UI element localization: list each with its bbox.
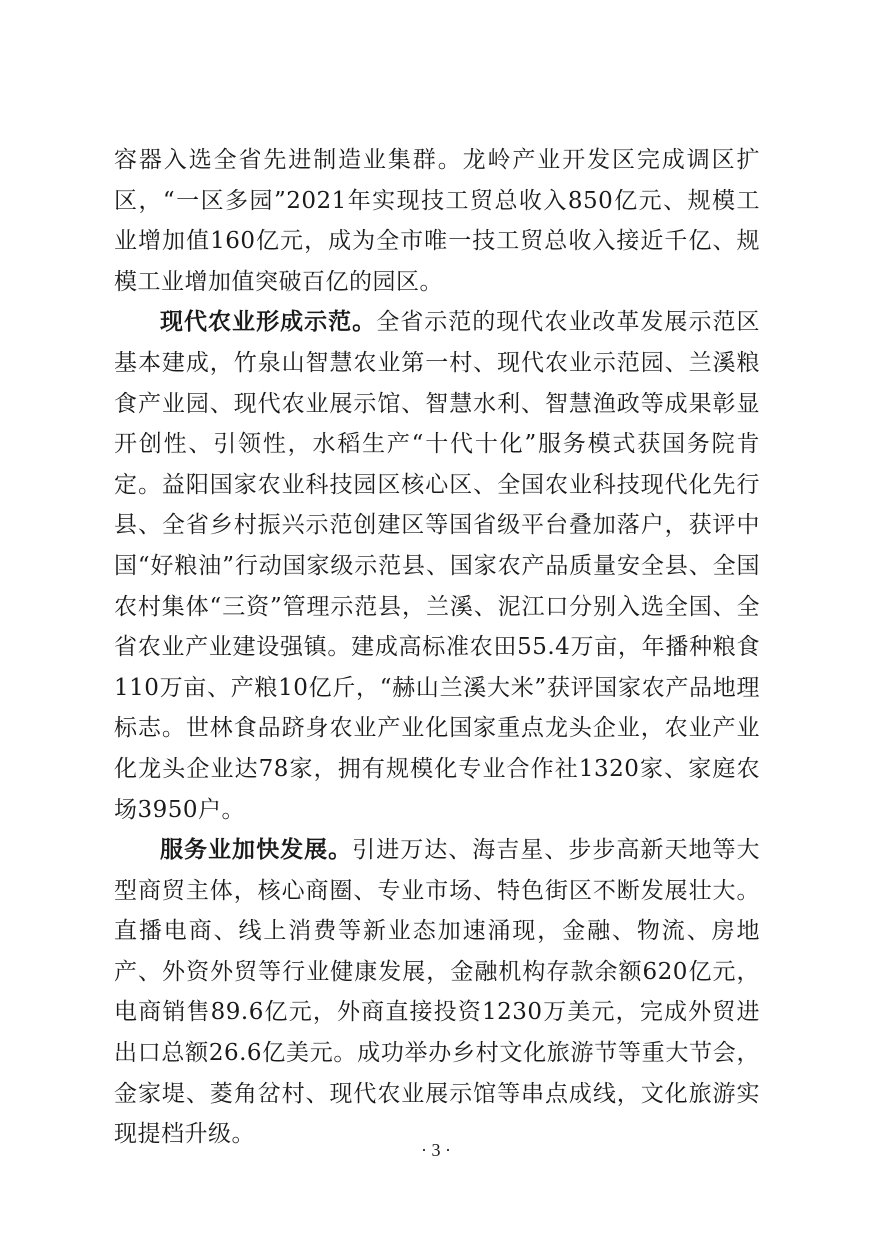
paragraph-text: 全省示范的现代农业改革发展示范区基本建成，竹泉山智慧农业第一村、现代农业示范园、兰溪粮食产业园、现代农业展示馆、智慧水利、智慧渔政等成果彰显开创性、引领性，水稻生产“十代十化”服务模式获国务院肯定。益阳国家农业科技园区核心区、全国农业科技现代化先行县、全省乡村振兴示范创建区等国省级平台叠加落户，获评中国“好粮油”行动国家级示范县、国家农产品质量安全县、全国农村集体“三资”管理示范县，兰溪、泥江口分别入选全国、全省农业产业建设强镇。建成高标准农田55.4万亩，年播种粮食110万亩、产粮10亿斤，“赫山兰溪大米”获评国家农产品地理标志。世林食品跻身农业产业化国家重点龙头企业，农业产业化龙头企业达78家，拥有规模化专业合作社1320家、家庭农场3950户。 <box>114 309 761 823</box>
paragraph-text: 容器入选全省先进制造业集群。龙岭产业开发区完成调区扩区，“一区多园”2021年实现技工贸总收入850亿元、规模工业增加值160亿元，成为全市唯一技工贸总收入接近千亿、规模工业增加值突破百亿的园区。 <box>114 147 760 295</box>
page-number: · 3 · <box>421 1140 451 1160</box>
paragraph-text: 引进万达、海吉星、步步高新天地等大型商贸主体，核心商圈、专业市场、特色街区不断发展壮大。直播电商、线上消费等新业态加速涌现，金融、物流、房地产、外资外贸等行业健康发展，金融机构存款余额620亿元，电商销售89.6亿元，外商直接投资1230万美元，完成外贸进出口总额26.6亿美元。成功举办乡村文化旅游节等重大节会，金家堤、菱角岔村、现代农业展示馆等串点成线，文化旅游实现提档升级。 <box>114 837 761 1148</box>
paragraph-continuation <box>114 140 760 302</box>
document-body <box>114 140 760 1155</box>
paragraph-lead-heading: 服务业加快发展。 <box>160 837 353 864</box>
paragraph-modern-agriculture <box>114 302 760 830</box>
paragraph-service-industry <box>114 830 760 1155</box>
paragraph-lead-heading: 现代农业形成示范。 <box>160 309 377 336</box>
